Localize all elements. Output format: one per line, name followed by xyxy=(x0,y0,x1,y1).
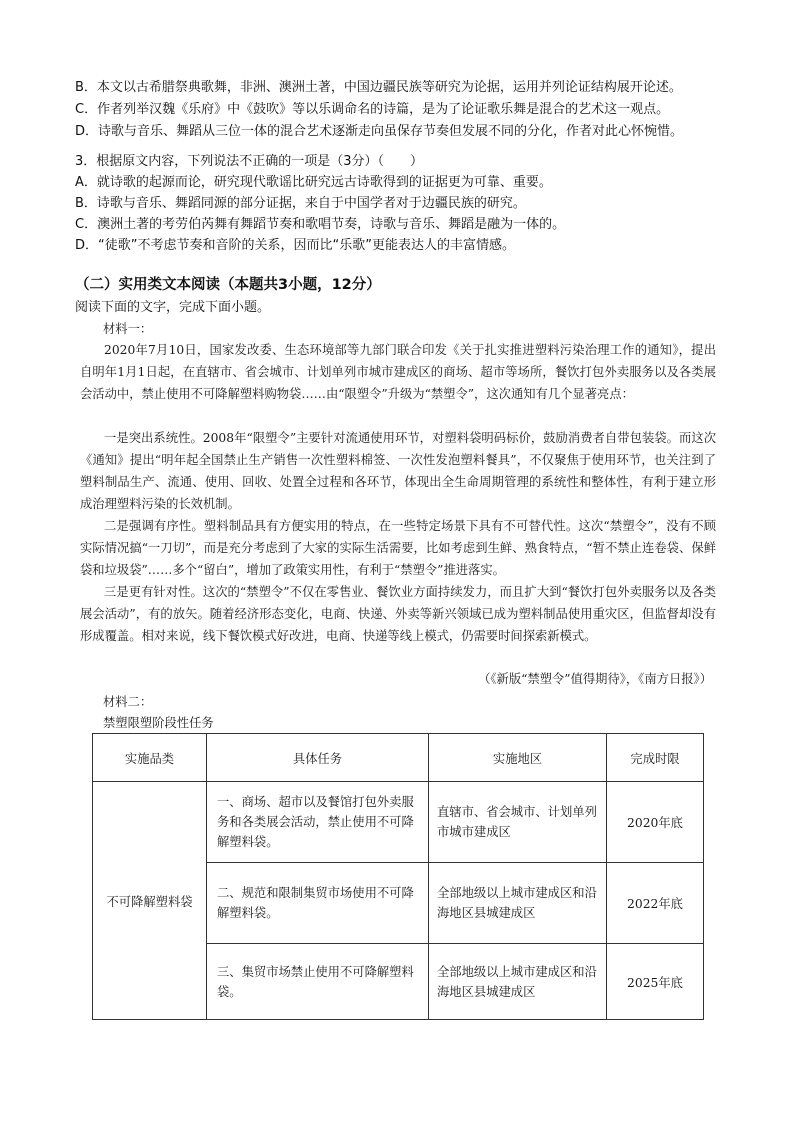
header-deadline: 完成时限 xyxy=(607,734,704,782)
material2-label: 材料二： xyxy=(103,695,153,709)
table-header-row xyxy=(93,734,704,782)
q3-option-a: A．就诗歌的起源而论，研究现代歌谣比研究远古诗歌得到的证据更为可靠、重要。 xyxy=(75,175,552,190)
tasks-table xyxy=(92,733,704,1020)
region-cell: 全部地级以上城市建成区和沿海地区县城建成区 xyxy=(429,944,607,1020)
task-cell: 一、商场、超市以及餐馆打包外卖服务和各类展会活动，禁止使用不可降解塑料袋。 xyxy=(207,782,429,863)
q3-option-d: D．“徒歌”不考虑节奏和音阶的关系，因而比“乐歌”更能表达人的丰富情感。 xyxy=(75,238,515,253)
material1-source: （《新版“禁塑令”值得期待》，《南方日报》） xyxy=(478,672,712,686)
q3-stem: 3．根据原文内容，下列说法不正确的一项是（3分）（ ） xyxy=(75,154,424,169)
material1-paragraph: 2020年7月10日，国家发改委、生态环境部等九部门联合印发《关于扎实推进塑料污染治理工作的通知》，提出自明年1月1日起，在直辖市、省会城市、计划单列市城市建成区的商场、超市等场所，餐饮打包外卖服务以及各类展会活动中，禁止使用不可降解塑料购物袋……由“限塑令”升级为“禁塑令”，这次通知有几个显著亮点： xyxy=(80,343,716,401)
header-task: 具体任务 xyxy=(207,734,429,782)
q2-option-b: B．本文以古希腊祭典歌舞，非洲、澳洲土著，中国边疆民族等研究为论据，运用并列论证结构展开论述。 xyxy=(75,80,682,95)
q2-option-d: D．诗歌与音乐、舞蹈从三位一体的混合艺术逐渐走向虽保存节奏但发展不同的分化，作者对此心怀惋惜。 xyxy=(75,124,684,139)
material1-label: 材料一： xyxy=(103,322,153,336)
section-instruction: 阅读下面的文字，完成下面小题。 xyxy=(75,300,271,315)
task-cell: 三、集贸市场禁止使用不可降解塑料袋。 xyxy=(207,944,429,1020)
material1-paragraph: 一是突出系统性。2008年“限塑令”主要针对流通使用环节，对塑料袋明码标价，鼓励消费者自带包装袋。而这次《通知》提出“明年起全国禁止生产销售一次性塑料棉签、一次性发泡塑料餐具”，不仅聚焦于使用环节，也关注到了塑料制品生产、流通、使用、回收、处置全过程和各环节，体现出全生命周期管理的系统性和整体性，有利于建立形成治理塑料污染的长效机制。 xyxy=(80,431,716,511)
deadline-cell: 2022年底 xyxy=(607,863,704,944)
region-cell: 全部地级以上城市建成区和沿海地区县城建成区 xyxy=(429,863,607,944)
category-cell: 不可降解塑料袋 xyxy=(93,782,207,1020)
table-caption: 禁塑限塑阶段性任务 xyxy=(103,716,214,730)
q3-option-c: C．澳洲土著的考劳伯芮舞有舞蹈节奏和歌唱节奏，诗歌与音乐、舞蹈是融为一体的。 xyxy=(75,217,566,232)
material1-paragraph: 二是强调有序性。塑料制品具有方便实用的特点，在一些特定场景下具有不可替代性。这次“禁塑令”，没有不顾实际情况搞“一刀切”，而是充分考虑到了大家的实际生活需要，比如考虑到生鲜、熟食特点，“暂不禁止连卷袋、保鲜袋和垃圾袋”……多个“留白”，增加了政策实用性，有利于“禁塑令”推进落实。 xyxy=(80,519,716,577)
table-row xyxy=(93,782,704,863)
section-heading: （二）实用类文本阅读（本题共3小题，12分） xyxy=(75,277,381,293)
deadline-cell: 2025年底 xyxy=(607,944,704,1020)
deadline-cell: 2020年底 xyxy=(607,782,704,863)
q2-option-c: C．作者列举汉魏《乐府》中《鼓吹》等以乐调命名的诗篇，是为了论证歌乐舞是混合的艺术这一观点。 xyxy=(75,102,670,117)
material1-paragraph: 三是更有针对性。这次的“禁塑令”不仅在零售业、餐饮业方面持续发力，而且扩大到“餐饮打包外卖服务以及各类展会活动”，有的放矢。随着经济形态变化，电商、快递、外卖等新兴领域已成为塑料制品使用重灾区，但监督却没有形成覆盖。相对来说，线下餐饮模式好改进，电商、快递等线上模式，仍需要时间探索新模式。 xyxy=(80,585,716,643)
q3-option-b: B．诗歌与音乐、舞蹈同源的部分证据，来自于中国学者对于边疆民族的研究。 xyxy=(75,196,526,211)
header-category: 实施品类 xyxy=(93,734,207,782)
region-cell: 直辖市、省会城市、计划单列市城市建成区 xyxy=(429,782,607,863)
header-region: 实施地区 xyxy=(429,734,607,782)
task-cell: 二、规范和限制集贸市场使用不可降解塑料袋。 xyxy=(207,863,429,944)
